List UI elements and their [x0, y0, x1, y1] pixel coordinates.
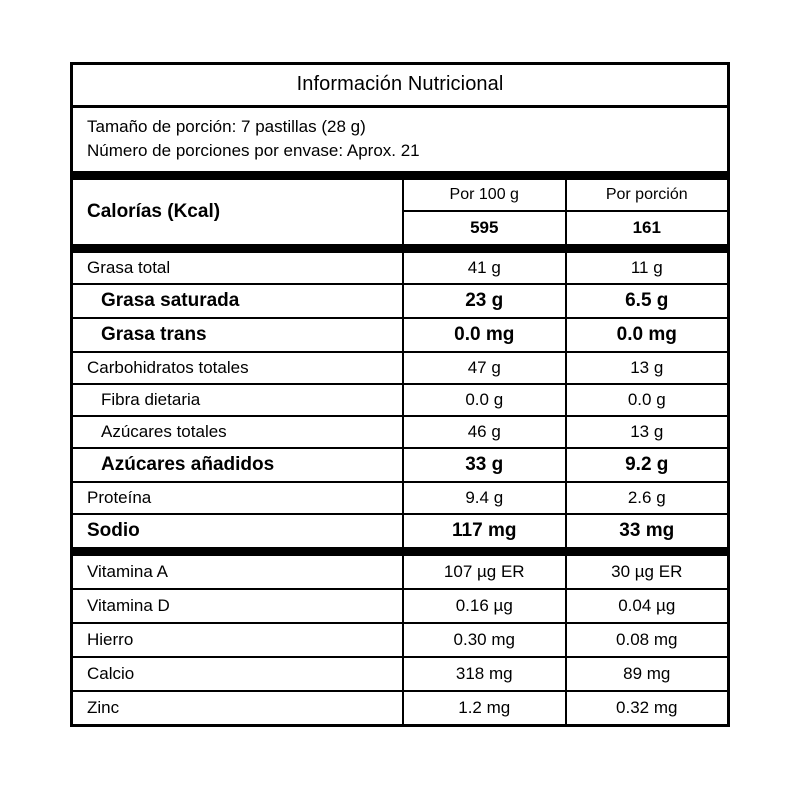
- table-row: [73, 590, 727, 624]
- micronutrient-per-100g: 0.16 µg: [402, 590, 565, 622]
- column-headers: [402, 180, 727, 212]
- table-row: [73, 515, 727, 556]
- nutrient-name: Grasa trans: [101, 324, 207, 346]
- micronutrient-per-100g: 318 mg: [402, 658, 565, 690]
- nutrient-per-portion: 33 mg: [565, 515, 728, 547]
- nutrient-name: Fibra dietaria: [101, 390, 201, 410]
- table-row: [73, 253, 727, 285]
- serving-info: [73, 108, 727, 180]
- calories-label: Calorías (Kcal): [87, 201, 221, 223]
- nutrient-table: [73, 253, 727, 556]
- serving-size-line: Tamaño de porción: 7 pastillas (28 g): [87, 117, 366, 136]
- nutrient-per-100g: 117 mg: [402, 515, 565, 547]
- table-row: [73, 353, 727, 385]
- nutrient-name: Proteína: [87, 488, 152, 508]
- nutrient-per-portion: 0.0 g: [565, 385, 728, 415]
- micronutrient-per-portion: 0.32 mg: [565, 692, 728, 724]
- micronutrient-name: Zinc: [87, 698, 120, 718]
- table-row: [73, 417, 727, 449]
- table-row: [73, 385, 727, 417]
- nutrient-per-portion: 13 g: [565, 353, 728, 383]
- nutrient-per-portion: 0.0 mg: [565, 319, 728, 351]
- calories-values: [402, 212, 727, 244]
- nutrient-per-100g: 0.0 g: [402, 385, 565, 415]
- micronutrient-name: Vitamina D: [87, 596, 170, 616]
- table-row: [73, 624, 727, 658]
- micronutrient-per-100g: 0.30 mg: [402, 624, 565, 656]
- calories-columns: [402, 180, 727, 244]
- nutrient-per-100g: 46 g: [402, 417, 565, 447]
- table-row: [73, 556, 727, 590]
- micronutrient-table: [73, 556, 727, 724]
- table-row: [73, 692, 727, 724]
- nutrient-name: Grasa total: [87, 258, 171, 278]
- micronutrient-per-100g: 1.2 mg: [402, 692, 565, 724]
- calories-section: [73, 180, 727, 253]
- nutrient-name: Carbohidratos totales: [87, 358, 249, 378]
- column-header-per-100g: Por 100 g: [402, 180, 565, 210]
- nutrient-name: Azúcares totales: [101, 422, 227, 442]
- table-row: [73, 483, 727, 515]
- nutrient-per-100g: 0.0 mg: [402, 319, 565, 351]
- nutrient-name: Azúcares añadidos: [101, 454, 275, 476]
- micronutrient-per-portion: 89 mg: [565, 658, 728, 690]
- table-row: [73, 285, 727, 319]
- nutrient-per-portion: 6.5 g: [565, 285, 728, 317]
- table-row: [73, 658, 727, 692]
- page-title: Información Nutricional: [73, 65, 727, 108]
- micronutrient-per-100g: 107 µg ER: [402, 556, 565, 588]
- micronutrient-name: Hierro: [87, 630, 134, 650]
- nutrition-facts-panel: [70, 62, 730, 727]
- nutrient-per-100g: 33 g: [402, 449, 565, 481]
- nutrient-per-portion: 11 g: [565, 253, 728, 283]
- nutrient-name: Grasa saturada: [101, 290, 240, 312]
- nutrient-per-100g: 23 g: [402, 285, 565, 317]
- nutrient-per-100g: 41 g: [402, 253, 565, 283]
- nutrient-name: Sodio: [87, 520, 140, 542]
- micronutrient-per-portion: 0.08 mg: [565, 624, 728, 656]
- calories-per-portion: 161: [565, 212, 728, 244]
- table-row: [73, 319, 727, 353]
- calories-per-100g: 595: [402, 212, 565, 244]
- table-row: [73, 449, 727, 483]
- micronutrient-name: Calcio: [87, 664, 135, 684]
- micronutrient-per-portion: 0.04 µg: [565, 590, 728, 622]
- micronutrient-per-portion: 30 µg ER: [565, 556, 728, 588]
- nutrient-per-100g: 47 g: [402, 353, 565, 383]
- nutrient-per-portion: 2.6 g: [565, 483, 728, 513]
- column-header-per-portion: Por porción: [565, 180, 728, 210]
- nutrient-per-portion: 13 g: [565, 417, 728, 447]
- nutrient-per-portion: 9.2 g: [565, 449, 728, 481]
- micronutrient-name: Vitamina A: [87, 562, 168, 582]
- servings-per-container-line: Número de porciones por envase: Aprox. 21: [87, 141, 420, 161]
- nutrient-per-100g: 9.4 g: [402, 483, 565, 513]
